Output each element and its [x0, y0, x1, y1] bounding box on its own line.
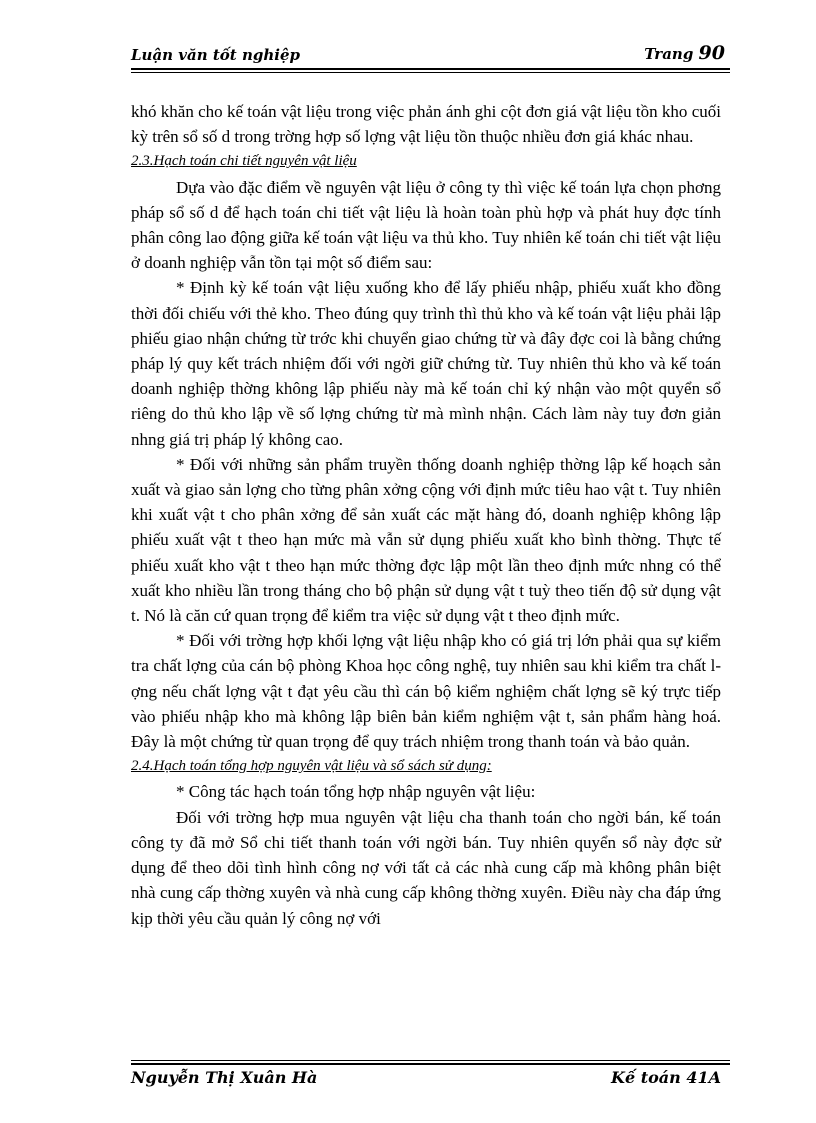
- paragraph-point-2: * Đối với những sản phẩm truyền thống doanh nghiệp thờng lập kế hoạch sản xuất và giao sản lợng cho từng phân xởng cộng với định mức tiêu hao vật t. Tuy nhiên khi xuất vật t cho phân xởng để sản xuất các mặt hàng đó, doanh nghiệp không lập phiếu xuất vật t theo hạn mức mà vẫn sử dụng phiếu xuất kho bình thờng. Thực tế phiếu xuất kho vật t theo hạn mức thờng đợc lập một lần theo định mức nhng có thể xuất kho nhiều lần trong tháng cho bộ phận sử dụng vật t tuỳ theo tiến độ sử dụng vật t. Nó là căn cứ quan trọng để kiểm tra việc sử dụng vật t theo định mức.: [131, 454, 721, 626]
- header-rule-thin: [131, 72, 730, 73]
- footer-rule-thick: [131, 1063, 730, 1065]
- page-number: 90: [698, 42, 725, 64]
- footer-rule-thin: [131, 1060, 730, 1061]
- section-heading-2-4: 2.4.Hạch toán tổng hợp nguyên vật liệu và sổ sách sử dụng:: [131, 758, 492, 775]
- paragraph-point-1: * Định kỳ kế toán vật liệu xuống kho để lấy phiếu nhập, phiếu xuất kho đồng thời đối chiếu với thẻ kho. Theo đúng quy trình thì thủ kho và kế toán vật liệu phải lập phiếu giao nhận chứng từ trớc khi chuyển giao chứng từ và đây đợc coi là bằng chứng pháp lý quy kết trách nhiệm đối với ngời giữ chứng từ. Tuy nhiên thủ kho và kế toán doanh nghiệp thờng không lập phiếu này mà kế toán chỉ ký nhận vào một quyển sổ riêng do thủ kho lập về số lợng chứng từ mà mình nhận. Cách làm này tuy đơn giản nhng giá trị pháp lý không cao.: [131, 278, 721, 449]
- page-body: [131, 99, 721, 931]
- section-heading-2-3: 2.3.Hạch toán chi tiết nguyên vật liệu: [131, 153, 357, 170]
- class-name: Kế toán 41A: [611, 1068, 721, 1087]
- paragraph-point-3: * Đối với trờng hợp khối lợng vật liệu nhập kho có giá trị lớn phải qua sự kiểm tra chất lợng của cán bộ phòng Khoa học công nghệ, tuy nhiên sau khi kiểm tra chất lợng nếu chất lợng vật t đạt yêu cầu thì cán bộ kiểm nghiệm chất lợng sẽ ký trực tiếp vào phiếu nhập kho mà không lập biên bản kiểm nghiệm vật t, sản phẩm hàng hoá. Đây là một chứng từ quan trọng để quy trách nhiệm trong thanh toán và bảo quản.: [131, 631, 721, 752]
- thesis-title: Luận văn tốt nghiệp: [131, 46, 300, 64]
- header-rule-thick: [131, 68, 730, 70]
- paragraph-continuation: khó khăn cho kế toán vật liệu trong việc phản ánh ghi cột đơn giá vật liệu tồn kho cuối kỳ trên sổ số d trong trờng hợp số lợng vật liệu tồn thuộc nhiều đơn giá khác nhau.: [131, 102, 721, 147]
- paragraph-purchase: Đối với trờng hợp mua nguyên vật liệu cha thanh toán cho ngời bán, kế toán công ty đã mở Sổ chi tiết thanh toán với ngời bán. Tuy nhiên quyển sổ này đợc sử dụng để theo dõi tình hình công nợ với tất cả các nhà cung cấp mà không phân biệt nhà cung cấp thờng xuyên và nhà cung cấp không thờng xuyên. Điều này cha đáp ứng kịp thời yêu cầu quản lý công nợ với: [131, 807, 721, 928]
- paragraph-subheading: * Công tác hạch toán tổng hợp nhập nguyên vật liệu:: [176, 782, 536, 802]
- page-number-label: [644, 42, 725, 64]
- page-label: Trang: [644, 45, 694, 63]
- page-header: [131, 40, 730, 68]
- author-name: Nguyễn Thị Xuân Hà: [131, 1068, 318, 1087]
- paragraph-intro: Dựa vào đặc điểm về nguyên vật liệu ở công ty thì việc kế toán lựa chọn phơng pháp sổ số d để hạch toán chi tiết vật liệu là hoàn toàn phù hợp và phát huy đợc tính phân công lao động giữa kế toán vật liệu va thủ kho. Tuy nhiên kế toán chi tiết vật liệu ở doanh nghiệp vẫn tồn tại một số điểm sau:: [131, 177, 721, 273]
